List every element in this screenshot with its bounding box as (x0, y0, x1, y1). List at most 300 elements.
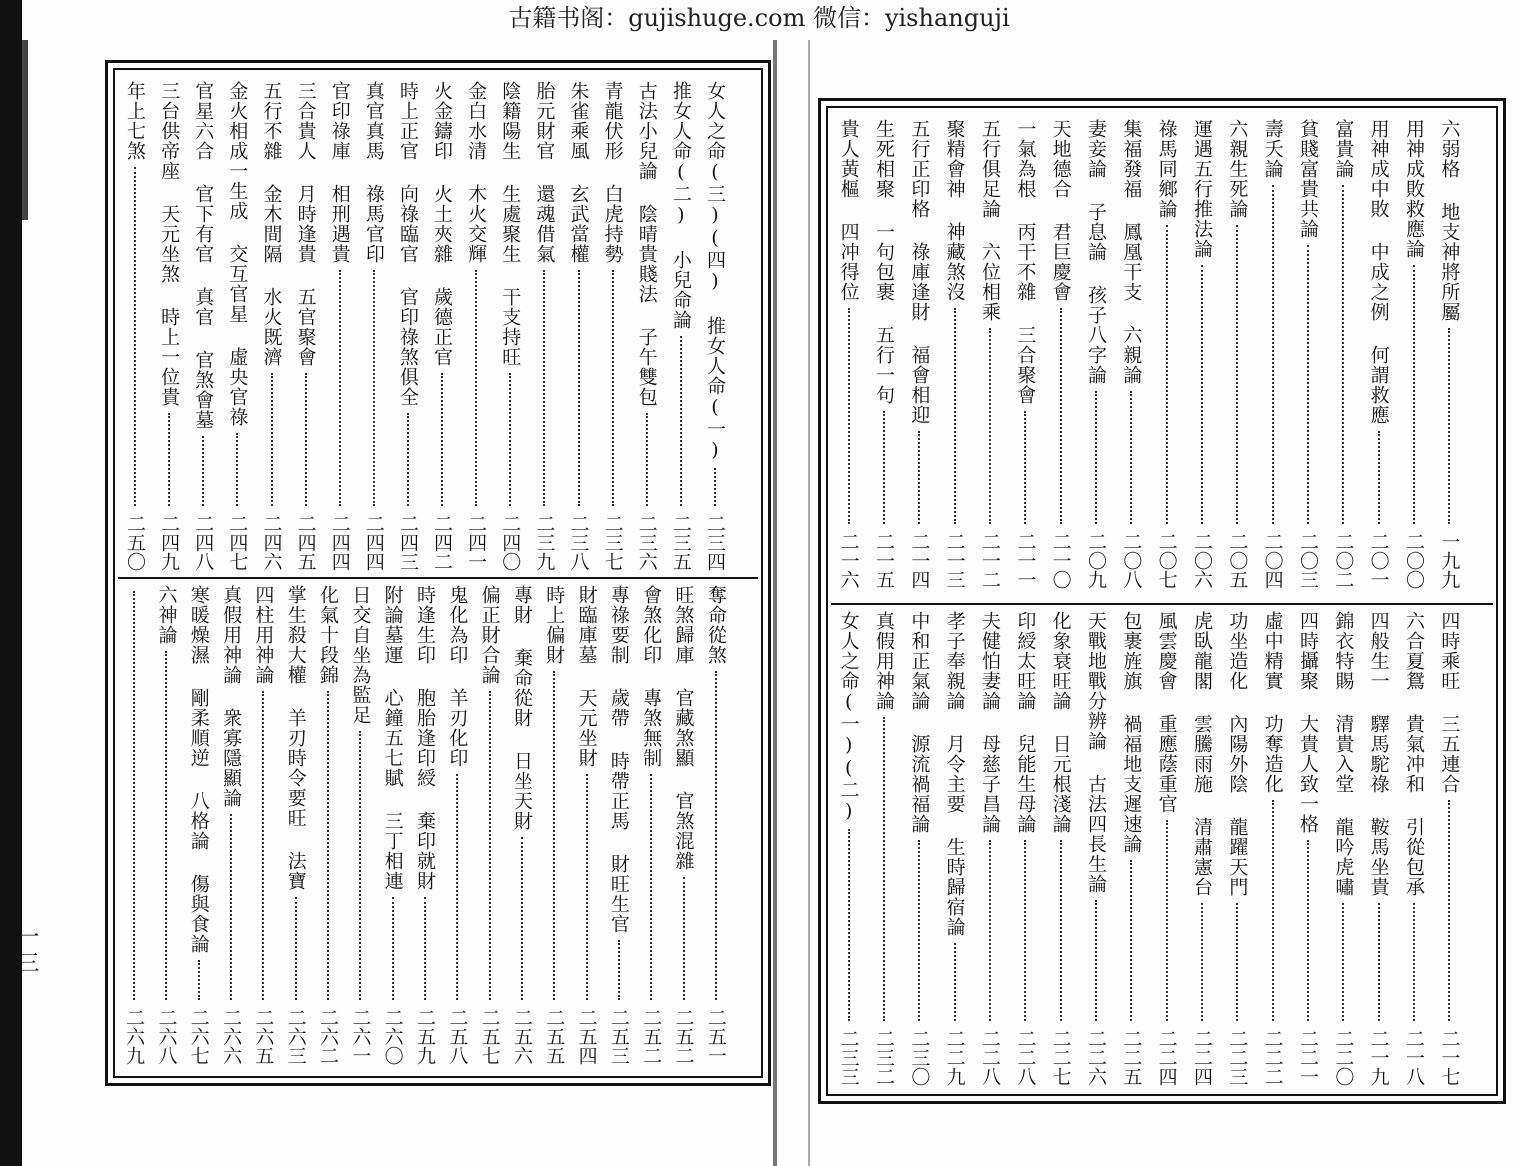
toc-leader-dots (1024, 840, 1026, 1021)
toc-leader-dots (1378, 903, 1380, 1021)
toc-entry-page: 二三八 (567, 514, 590, 571)
toc-entry-page: 二三〇 (908, 1029, 931, 1086)
toc-entry (222, 81, 252, 571)
toc-entry (507, 585, 537, 1065)
toc-leader-dots (848, 829, 850, 1021)
toc-entry (1434, 119, 1464, 589)
toc-entry (598, 81, 628, 571)
toc-leader-dots (407, 413, 409, 506)
toc-entry-title: 會煞化印 專煞無制 (640, 585, 663, 768)
toc-leader-dots (1060, 308, 1062, 524)
toc-entry (1081, 611, 1111, 1086)
toc-entry-title: 奪命從煞 (704, 585, 727, 665)
toc-entry (378, 585, 408, 1065)
toc-leader-dots (202, 436, 204, 506)
toc-entry (1293, 119, 1323, 589)
toc-entry-page: 二四六 (260, 514, 283, 571)
toc-leader-dots (271, 373, 273, 506)
toc-entry-page: 二四三 (396, 514, 419, 571)
toc-entry (1364, 119, 1394, 589)
toc-entry-title: 富貴論 (1332, 119, 1355, 179)
toc-entry-title: 附論墓運 心鐘五七賦 三丁相連 (381, 585, 404, 891)
toc-entry-page: 二〇二 (1332, 532, 1355, 589)
toc-entry-page: 二五一 (704, 1008, 727, 1065)
toc-entry (359, 81, 389, 571)
toc-entry (1434, 611, 1464, 1086)
page-number: 一三 (14, 925, 39, 977)
toc-leader-dots (680, 336, 682, 506)
right-page-top-section (821, 119, 1503, 589)
toc-entry-page: 二四二 (431, 514, 454, 571)
toc-leader-dots (954, 943, 956, 1021)
toc-entry (427, 81, 457, 571)
toc-entry-page: 二二六 (1085, 1029, 1107, 1086)
book-spine-shadow-inner (22, 40, 28, 220)
toc-entry-page: 二二三 (1226, 1029, 1249, 1086)
toc-entry (539, 585, 569, 1065)
toc-entry-page: 二〇七 (1155, 532, 1178, 589)
toc-leader-dots (650, 774, 652, 1000)
toc-entry-page: 二四八 (192, 514, 215, 571)
toc-leader-dots (553, 671, 555, 1000)
toc-entry (700, 81, 730, 571)
toc-leader-dots (262, 691, 264, 1000)
toc-entry-title: 六神論 (155, 585, 178, 645)
toc-entry-page: 二二四 (1155, 1029, 1178, 1086)
toc-entry-page: 二一九 (1367, 1029, 1390, 1086)
left-page-bottom-section (108, 585, 768, 1075)
toc-entry (1328, 119, 1358, 589)
toc-entry-page: 二〇三 (1297, 532, 1319, 589)
toc-leader-dots (954, 308, 956, 524)
toc-entry (281, 585, 311, 1065)
toc-entry-title: 運遇五行推法論 (1191, 119, 1213, 259)
toc-entry-title: 集福發福 鳳凰干支 六親論 (1120, 119, 1143, 385)
toc-entry-title: 天地德合 君巨慶會 (1049, 119, 1072, 302)
toc-leader-dots (715, 671, 717, 1000)
toc-entry-page: 二六五 (252, 1008, 275, 1065)
toc-leader-dots (305, 373, 307, 506)
toc-entry (564, 81, 594, 571)
toc-leader-dots (1307, 840, 1309, 1021)
toc-entry-page: 二一七 (1438, 1029, 1461, 1086)
toc-entry (1116, 611, 1146, 1086)
toc-entry-title: 風雲慶會 重應蔭重官 (1155, 611, 1178, 814)
toc-entry (834, 119, 864, 589)
right-page-toc (818, 98, 1506, 1104)
toc-entry-title: 專財 棄命從財 日坐天財 (510, 585, 533, 831)
toc-leader-dots (373, 270, 375, 506)
toc-entry-title: 金火相成一生成 交互官星 虛央官祿 (226, 81, 249, 427)
toc-entry-title: 妻妾論 子息論 孩子八字論 (1085, 119, 1107, 385)
toc-entry-title: 四時攝聚 大貴人致一格 (1297, 611, 1319, 834)
toc-entry (1187, 119, 1217, 589)
toc-entry (666, 81, 696, 571)
toc-entry-title: 四時乘旺 三五連合 (1438, 611, 1461, 794)
toc-entry (151, 585, 181, 1065)
toc-leader-dots (848, 308, 850, 524)
toc-leader-dots (521, 837, 523, 1000)
toc-entry (1152, 611, 1182, 1086)
toc-leader-dots (133, 591, 135, 1000)
toc-entry (248, 585, 278, 1065)
toc-leader-dots (1342, 185, 1344, 524)
toc-entry-title: 古法小兒論 陰晴貴賤法 子午雙包 (635, 81, 658, 407)
toc-entry-page: 二二一 (1297, 1029, 1319, 1086)
toc-entry-page: 二二四 (1191, 1029, 1213, 1086)
toc-entry-page: 二六〇 (381, 1008, 404, 1065)
toc-entry-title: 四般生一 驛馬駝祿 鞍馬坐貴 (1367, 611, 1390, 897)
toc-entry (1364, 611, 1394, 1086)
toc-leader-dots (543, 270, 545, 506)
toc-entry-page: 二五三 (607, 1008, 630, 1065)
toc-entry-page: 二四五 (294, 514, 317, 571)
toc-leader-dots (327, 691, 329, 1000)
toc-entry-page: 二四四 (328, 514, 351, 571)
toc-entry (1152, 119, 1182, 589)
toc-entry-page: 二三三 (837, 1029, 860, 1086)
toc-leader-dots (1448, 800, 1450, 1021)
toc-entry (313, 585, 343, 1065)
toc-entry-title: 虛中精實 功奪造化 (1261, 611, 1284, 794)
toc-leader-dots (165, 651, 167, 1000)
toc-entry-title: 女人之命(一)(二) (837, 611, 860, 823)
toc-entry-page: 二〇一 (1367, 532, 1390, 589)
toc-entry-title: 生死相聚 一句包裹 五行一句 (873, 119, 895, 405)
toc-leader-dots (198, 960, 200, 1000)
toc-leader-dots (475, 270, 477, 506)
toc-entry-title: 女人之命(三)(四) 推女人命(一) (703, 81, 726, 462)
toc-entry-title: 真假用神論 衆寡隱顯論 (220, 585, 243, 808)
toc-entry-title: 掌生殺大權 羊刃時令要旺 法寶 (284, 585, 307, 891)
toc-entry-title: 夫健怕妻論 母慈子昌論 (979, 611, 1001, 834)
section-divider (831, 603, 1493, 605)
toc-leader-dots (1201, 903, 1203, 1021)
toc-entry-title: 寒暖燥濕 剛柔順逆 八格論 傷與食論 (187, 585, 210, 954)
toc-entry-page: 二六一 (349, 1008, 372, 1065)
toc-entry-page: 二一三 (943, 532, 966, 589)
toc-entry-page: 二五五 (543, 1008, 566, 1065)
toc-entry-title: 朱雀乘風 玄武當權 (567, 81, 590, 264)
toc-entry-title: 祿馬同鄉論 (1155, 119, 1178, 219)
toc-leader-dots (618, 940, 620, 1000)
toc-leader-dots (456, 774, 458, 1000)
toc-entry (604, 585, 634, 1065)
toc-entry-title: 包裹旌旗 禍福地支遲速論 (1120, 611, 1143, 854)
toc-leader-dots (578, 270, 580, 506)
toc-entry-page: 二〇九 (1085, 532, 1107, 589)
toc-entry-page: 二六二 (317, 1008, 340, 1065)
toc-entry-title: 印綬太旺論 兒能生母論 (1014, 611, 1037, 834)
toc-entry (442, 585, 472, 1065)
toc-entry-page: 二六八 (155, 1008, 178, 1065)
page-gutter (773, 40, 777, 1166)
toc-entry (975, 611, 1005, 1086)
toc-entry-page: 二四一 (465, 514, 488, 571)
toc-entry-title: 用神成中敗 中成之例 何謂救應 (1367, 119, 1390, 425)
toc-entry-title: 三台供帝座 天元坐煞 時上一位貴 (158, 81, 181, 407)
toc-entry-title: 時逢生印 胞胎逢印綬 棄印就財 (414, 585, 436, 891)
toc-leader-dots (1130, 391, 1132, 524)
toc-entry (1046, 119, 1076, 589)
toc-entry-page: 二二八 (979, 1029, 1001, 1086)
toc-entry-page: 二六三 (284, 1008, 307, 1065)
toc-entry-page: 二〇〇 (1403, 532, 1425, 589)
toc-entry-title: 錦衣特賜 清貴入堂 龍吟虎嘯 (1332, 611, 1355, 897)
toc-entry (1046, 611, 1076, 1086)
toc-entry-title: 金白水清 木火交輝 (465, 81, 488, 264)
toc-entry-title: 胎元財官 還魂借氣 (533, 81, 556, 264)
toc-entry (495, 81, 525, 571)
toc-entry-page: 二一〇 (1049, 532, 1072, 589)
toc-entry-page: 二一八 (1403, 1029, 1425, 1086)
toc-entry (834, 611, 864, 1086)
toc-entry (1010, 119, 1040, 589)
toc-entry-title: 推女人命(二) 小兒命論 (669, 81, 692, 330)
toc-entry-title: 日交自坐為監足 (349, 585, 372, 725)
toc-entry-title: 官印祿庫 相刑遇貴 (328, 81, 351, 264)
toc-entry (325, 81, 355, 571)
toc-entry-page: 二三九 (533, 514, 556, 571)
toc-entry-page: 二二五 (1120, 1029, 1143, 1086)
toc-leader-dots (230, 814, 232, 1000)
toc-entry (869, 611, 899, 1086)
toc-entry (636, 585, 666, 1065)
toc-entry-title: 官星六合 官下有官 真官 官煞會墓 (192, 81, 215, 430)
toc-entry-page: 二二二 (1261, 1029, 1284, 1086)
toc-leader-dots (295, 897, 297, 1000)
toc-leader-dots (883, 411, 885, 524)
toc-entry-page: 二三五 (669, 514, 692, 571)
toc-leader-dots (1448, 328, 1450, 524)
toc-entry (669, 585, 699, 1065)
toc-leader-dots (339, 270, 341, 506)
toc-entry (1293, 611, 1323, 1086)
page-gutter-inner (808, 40, 810, 1166)
toc-entry (291, 81, 321, 571)
toc-entry-title: 年上七煞 (124, 81, 147, 161)
toc-leader-dots (1307, 245, 1309, 524)
toc-entry-title: 六弱格 地支神將所屬 (1438, 119, 1461, 322)
toc-entry-title: 功坐造化 內陽外陰 龍躍天門 (1226, 611, 1249, 897)
toc-entry-title: 六合夏鴛 貴氣冲和 引從包承 (1403, 611, 1425, 897)
toc-entry-title: 虎臥龍閣 雲騰雨施 清肅憲台 (1191, 611, 1213, 897)
toc-leader-dots (989, 840, 991, 1021)
toc-entry-title: 五行俱足論 六位相乘 (979, 119, 1001, 322)
toc-leader-dots (489, 691, 491, 1000)
section-divider (118, 577, 758, 579)
toc-entry-title: 青龍伏形 白虎持勢 (601, 81, 624, 264)
toc-entry-title: 六親生死論 (1226, 119, 1249, 219)
toc-leader-dots (683, 877, 685, 1000)
toc-entry-page: 二五二 (640, 1008, 663, 1065)
toc-entry-page: 一九九 (1438, 532, 1461, 589)
toc-leader-dots (134, 167, 136, 506)
toc-entry (154, 81, 184, 571)
toc-entry-page: 二一六 (837, 532, 860, 589)
toc-leader-dots (1413, 265, 1415, 524)
toc-leader-dots (1236, 225, 1238, 524)
toc-leader-dots (441, 373, 443, 506)
toc-leader-dots (1166, 225, 1168, 524)
toc-leader-dots (1130, 860, 1132, 1021)
toc-entry-page: 二三二 (873, 1029, 895, 1086)
right-page-bottom-section (821, 611, 1503, 1086)
toc-entry (1258, 119, 1288, 589)
toc-entry (1399, 119, 1429, 589)
toc-entry-title: 四柱用神論 (252, 585, 275, 685)
toc-leader-dots (1095, 900, 1097, 1021)
toc-entry-page: 二二九 (943, 1029, 966, 1086)
toc-entry-title: 化氣十段錦 (317, 585, 340, 685)
toc-entry-page: 二六六 (220, 1008, 243, 1065)
toc-entry-page: 二五四 (575, 1008, 598, 1065)
toc-leader-dots (1342, 903, 1344, 1021)
toc-leader-dots (918, 431, 920, 524)
left-page-toc (105, 60, 771, 1086)
toc-leader-dots (1236, 903, 1238, 1021)
toc-entry-page: 二二七 (1049, 1029, 1072, 1086)
toc-entry-title: 鬼化為印 羊刃化印 (446, 585, 469, 768)
toc-entry-title: 時上正官 向祿臨官 官印祿煞俱全 (396, 81, 419, 407)
toc-entry-title: 聚精會神 神藏煞沒 (943, 119, 966, 302)
toc-leader-dots (918, 840, 920, 1021)
toc-entry-page: 二二八 (1014, 1029, 1037, 1086)
toc-leader-dots (1024, 411, 1026, 524)
toc-entry-page: 二〇六 (1191, 532, 1213, 589)
toc-entry-page: 二一一 (1014, 532, 1037, 589)
toc-entry (904, 119, 934, 589)
toc-entry (1222, 611, 1252, 1086)
toc-leader-dots (1272, 185, 1274, 524)
toc-entry-title: 中和正氣論 源流禍福論 (908, 611, 931, 834)
toc-entry-title: 三合貴人 月時逢貴 五官聚會 (294, 81, 317, 367)
toc-entry-page: 二〇五 (1226, 532, 1249, 589)
toc-entry-page: 二三六 (635, 514, 658, 571)
toc-entry-page: 二五八 (446, 1008, 469, 1065)
toc-entry (119, 585, 149, 1065)
toc-entry (1116, 119, 1146, 589)
toc-entry (1258, 611, 1288, 1086)
toc-entry-title: 陰籍陽生 生處聚生 干支持旺 (499, 81, 522, 367)
toc-entry (1010, 611, 1040, 1086)
toc-leader-dots (1201, 265, 1203, 524)
toc-entry-page: 二四九 (158, 514, 181, 571)
toc-entry (940, 119, 970, 589)
toc-entry (184, 585, 214, 1065)
toc-entry (869, 119, 899, 589)
book-spine-shadow (0, 0, 22, 1166)
toc-leader-dots (646, 413, 648, 506)
toc-entry-page: 二〇四 (1261, 532, 1284, 589)
toc-entry-page: 二一四 (908, 532, 931, 589)
toc-leader-dots (714, 468, 716, 506)
toc-entry (632, 81, 662, 571)
toc-leader-dots (612, 270, 614, 506)
toc-entry-page: 二一二 (979, 532, 1001, 589)
toc-leader-dots (1272, 800, 1274, 1021)
toc-entry-title: 火金鑄印 火土夾雜 歲德正官 (431, 81, 454, 367)
toc-entry-title: 五行正印格 祿庫逢財 福會相迎 (908, 119, 931, 425)
toc-entry-page: 二六九 (123, 1008, 146, 1065)
toc-entry (1328, 611, 1358, 1086)
toc-entry-page: 二六七 (187, 1008, 210, 1065)
toc-leader-dots (168, 413, 170, 506)
toc-entry-title: 時上偏財 (543, 585, 566, 665)
toc-entry (188, 81, 218, 571)
toc-entry-page: 二四四 (362, 514, 385, 571)
toc-entry-page: 二五〇 (124, 514, 147, 571)
toc-entry-page: 二一五 (873, 532, 895, 589)
toc-leader-dots (1060, 840, 1062, 1021)
toc-entry-page: 二五七 (478, 1008, 501, 1065)
toc-entry-title: 旺煞歸庫 官藏煞顯 官煞混雜 (672, 585, 695, 871)
toc-entry-title: 真假用神論 (873, 611, 895, 711)
toc-entry (1399, 611, 1429, 1086)
toc-entry (461, 81, 491, 571)
toc-entry-title: 偏正財合論 (478, 585, 501, 685)
toc-entry (475, 585, 505, 1065)
toc-leader-dots (586, 774, 588, 1000)
toc-entry (529, 81, 559, 571)
toc-entry-title: 一氣為根 丙干不雜 三合聚會 (1014, 119, 1037, 405)
toc-leader-dots (1095, 391, 1097, 524)
toc-entry-page: 二四〇 (499, 514, 522, 571)
toc-entry-page: 二三七 (601, 514, 624, 571)
toc-entry (257, 81, 287, 571)
toc-entry-title: 五行不雜 金木間隔 水火既濟 (260, 81, 283, 367)
toc-entry (572, 585, 602, 1065)
toc-entry (975, 119, 1005, 589)
toc-entry (701, 585, 731, 1065)
toc-leader-dots (424, 897, 426, 1000)
toc-entry-title: 專祿要制 歲帶 時帶正馬 財旺生官 (607, 585, 630, 934)
toc-leader-dots (1413, 903, 1415, 1021)
toc-entry-page: 二五六 (510, 1008, 533, 1065)
toc-entry (1187, 611, 1217, 1086)
toc-entry-title: 用神成敗救應論 (1403, 119, 1425, 259)
toc-leader-dots (392, 897, 394, 1000)
toc-entry-title: 真官真馬 祿馬官印 (362, 81, 385, 264)
toc-leader-dots (359, 731, 361, 1000)
toc-entry (393, 81, 423, 571)
toc-entry-title: 財臨庫墓 天元坐財 (575, 585, 598, 768)
toc-leader-dots (883, 717, 885, 1021)
toc-entry-page: 二五九 (414, 1008, 436, 1065)
watermark: 古籍书阁：gujishuge.com 微信：yishanguji (508, 4, 1010, 32)
toc-entry-title: 化象衰旺論 日元根淺論 (1049, 611, 1072, 834)
toc-entry (940, 611, 970, 1086)
toc-entry (904, 611, 934, 1086)
toc-entry (1222, 119, 1252, 589)
toc-entry-title: 壽夭論 (1261, 119, 1284, 179)
toc-entry-page: 二二〇 (1332, 1029, 1355, 1086)
toc-leader-dots (1378, 431, 1380, 524)
toc-entry (1081, 119, 1111, 589)
toc-entry-title: 貧賤富貴共論 (1297, 119, 1319, 239)
toc-leader-dots (236, 433, 238, 506)
left-page-top-section (108, 81, 768, 571)
toc-entry-page: 二五二 (672, 1008, 695, 1065)
toc-entry (120, 81, 150, 571)
toc-entry (345, 585, 375, 1065)
toc-leader-dots (989, 328, 991, 524)
toc-leader-dots (509, 373, 511, 506)
toc-entry (216, 585, 246, 1065)
toc-entry-title: 天戰地戰分辨論 古法四長生論 (1085, 611, 1107, 894)
toc-entry-title: 貴人黃樞 四冲得位 (837, 119, 860, 302)
toc-entry (410, 585, 440, 1065)
